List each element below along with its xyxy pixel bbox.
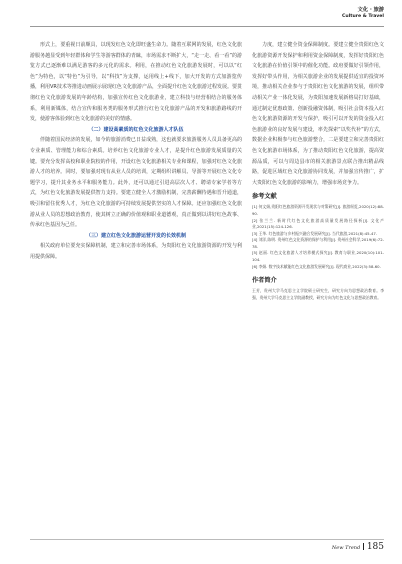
section-title-en: Culture & Travel: [342, 13, 384, 19]
references-list: [252, 204, 384, 270]
reference-item: [1] 何文娟,贵阳红色旅游资源开发现状与对策研究[J]. 旅游纵览,2020(12):88-90.: [252, 204, 384, 216]
magazine-name: New Trend: [331, 545, 361, 551]
header-divider: [30, 26, 384, 27]
page-number: 185: [366, 542, 384, 552]
author-heading: 作者简介: [252, 277, 277, 285]
body-paragraph: 伴随着国民经济的发展，如今的旅游消费已日益成熟，这也就要求旅游服务人员具备更高的专业素质、管理能力和综合素质。培养红色文化旅游专业人才，是提升红色旅游发展质量的关键。要充分发挥高校和职业院校的作用，开设红色文化旅游相关专业和课程，加强对红色文化旅游人才的培养。同时，要加强对现有从业人员的培训，定期组织讲解员、导游等开展红色文化专题学习，提升其业务水平和服务能力。此外，还可以通过引进高层次人才、聘请专家学者等方式，为红色文化旅游发展提供智力支持。要建立健全人才激励机制，完善薪酬待遇和晋升通道，吸引和留住优秀人才，为红色文化旅游的可持续发展提供坚实的人才保障。还应加强红色文化旅游从业人员的思想政治教育，使其树立正确的价值观和职业道德观，真正做到以讲好红色故事、传承红色基因为己任。: [30, 137, 242, 229]
page-footer: [332, 534, 384, 553]
section-heading-2: （二）建设高素质的红色文化旅游人才队伍: [88, 126, 184, 133]
reference-item: [4] 刘洋,陈明. 贵州红色文化资源的保护与利用[J]. 贵州社会科学,2019(6):72-78.: [252, 237, 384, 249]
author-bio: 王芳，贵州大学马克思主义学院硕士研究生，研究方向为思想政治教育。李强，贵州大学马克思主义学院副教授，研究方向为红色文化与思想政治教育。: [252, 288, 384, 300]
left-column: [30, 40, 242, 530]
footer-separator: [363, 543, 364, 550]
section-title-cn: 文化 · 旅游: [357, 7, 384, 13]
body-paragraph: 相关政府单位要充实保障机制，建立和完善市场体系，为贵阳红色文化旅游资源的开发与利用提供保障。: [30, 243, 242, 260]
references-heading: 参考文献: [252, 193, 277, 201]
body-paragraph: 力度，建立健全资金保障制度。要建立健全贵阳红色文化旅游资源开发保护和利用资金保障制度，发挥好贵阳红色文化旅游在价值引领中的催化功能。政府要做好引领作用，发挥好带头作用，为相关旅游企业的发展提供适宜的投资环境，推动相关企业参与于贵阳红色文化旅游的发展，组织带动相关产业一体化发展，为贵阳加速发展新格局打好基础，通过制定优惠政策、创新投融资体制，吸引社会资本投入红色文化旅游资源的开发与保护，吸引可以开发的资金投入红色旅游业的良好发展与建设，率先探索“以奖代补”的方式，数据企业积极参与红色旅游整合，二是要建立和完善贵阳红色文化旅游市场体系，为了推动贵阳红色文化旅游，提高资源品质，可以与周边县市的相关旅游景点联合推出精品线路，促进区域红色文化旅游协同发展，并加强宣传推广，扩大贵阳红色文化旅游的影响力，增强市场竞争力。: [252, 42, 384, 186]
body-paragraph: 形式上，要重视日前颇具，以现发红色文化即旺盛生命力。随着互联网的发展，红色文化旅游服务越显受到年轻群体和学生等游客群体的青睐，市场需求不断扩大，“走一走、看一看”的游览方式已逐渐难以满足游客的多元化的需求。利用，在推动红色文化旅游发展时，可以以“红色”为特色，以“特色”为引导，以“科技”为支撑，运用线上+线下，加大开发的方式加游览传播，利用VR技术等推进动画展示展现红色文化旅游产品，全面提升红色文化旅游过程发展。要贯彻红色文化旅游发展的年龄结构，加强宣传红色文化旅游业，建立科技与经营相结合的服务体系，利用新媒体，结合宣传和服务类的服务形式推行红色文化旅游产品的开发和旅游路线的开发，使游客体验到红色文化旅游的美好的情感。: [30, 42, 242, 123]
reference-item: [3] 王华. 红色旅游与乡村振兴融合发展研究[J]. 当代旅游,2021(8):45-47.: [252, 230, 377, 236]
reference-item: [6] 李娟. 数字技术赋能红色文化旅游发展研究[J]. 现代商业,2022(3):58-60.: [252, 263, 381, 269]
reference-item: [2] 张兰兰. 新时代红色文化旅游高质量发展路径探析[J]. 文化产业,2021(15):124-126.: [252, 217, 384, 230]
footer-divider: [30, 539, 384, 540]
reference-item: [5] 赵丽. 红色文化旅游人才培养模式探究[J]. 教育与职业,2020(10):101-104.: [252, 250, 384, 263]
right-column: [252, 40, 384, 530]
section-header: [342, 8, 384, 19]
section-heading-3: （三）建立红色文化旅游运营开发的长效机制: [85, 232, 186, 239]
